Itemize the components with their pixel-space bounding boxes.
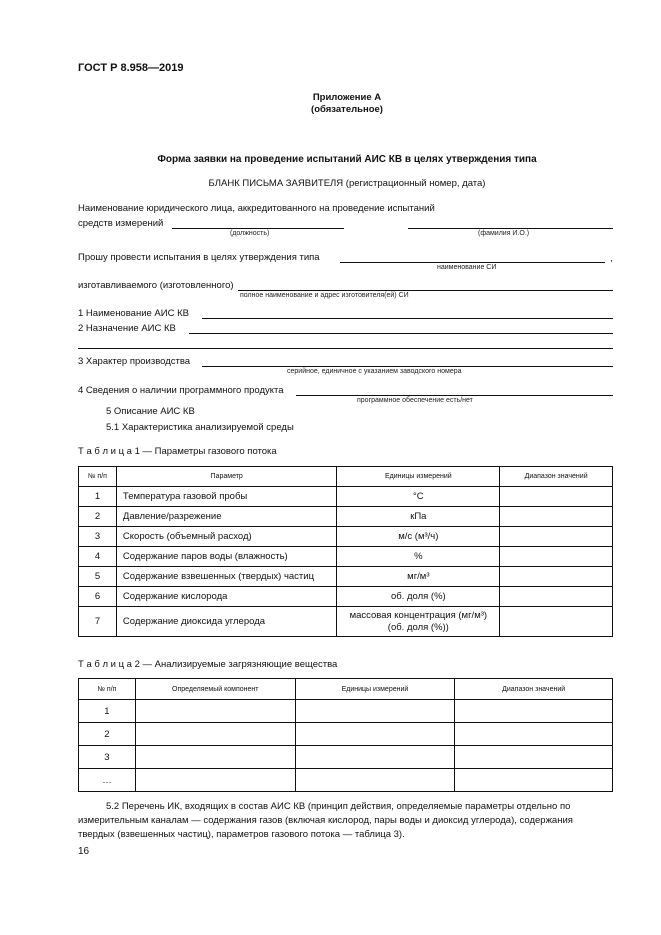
table2-header-unit: Единицы измерений <box>295 679 455 700</box>
row-parameter: Содержание диоксида углерода <box>116 607 337 637</box>
item3-label: 3 Характер производства <box>78 356 191 367</box>
table1-header-number: № п/п <box>79 467 117 487</box>
row-unit: мг/м³ <box>337 567 500 587</box>
row-number: 6 <box>79 587 117 607</box>
row-unit-line1: массовая концентрация (мг/м³) <box>349 609 488 621</box>
row-unit <box>337 607 500 637</box>
item2-underline[interactable] <box>189 333 613 334</box>
row-number: 7 <box>79 607 117 637</box>
row-number: 2 <box>79 507 117 527</box>
row-number: … <box>79 769 136 792</box>
si-name-underline[interactable] <box>340 262 605 263</box>
paragraph-52-line2: измерительным каналам — содержания газов (включая кислород, пары воды и диоксид углерода), содержания <box>78 815 573 826</box>
table1-header-unit: Единицы измерений <box>337 467 500 487</box>
row-parameter: Скорость (объемный расход) <box>116 527 337 547</box>
table-row <box>79 700 613 723</box>
page-number: 16 <box>78 846 90 857</box>
range-cell[interactable] <box>455 700 613 723</box>
item2-underline-2[interactable] <box>78 348 613 349</box>
manufacturer-caption: полное наименование и адрес изготовителя(ей) СИ <box>240 292 409 299</box>
row-number: 3 <box>79 527 117 547</box>
row-parameter: Давление/разрежение <box>116 507 337 527</box>
row-number: 3 <box>79 746 136 769</box>
pollutants-table <box>78 678 613 792</box>
row-parameter: Содержание взвешенных (твердых) частиц <box>116 567 337 587</box>
blank-title: БЛАНК ПИСЬМА ЗАЯВИТЕЛЯ (регистрационный номер, дата) <box>208 178 486 189</box>
table1-header-parameter: Параметр <box>116 467 337 487</box>
row-parameter: Содержание кислорода <box>116 587 337 607</box>
position-underline[interactable] <box>172 228 344 229</box>
table2-caption <box>78 659 337 670</box>
table2-header-number: № п/п <box>79 679 136 700</box>
row-unit: % <box>337 547 500 567</box>
appendix-subtitle: (обязательное) <box>311 104 383 115</box>
row-number: 4 <box>79 547 117 567</box>
request-comma: , <box>610 253 613 264</box>
row-number: 1 <box>79 700 136 723</box>
row-number: 2 <box>79 723 136 746</box>
item1-underline[interactable] <box>202 318 613 319</box>
name-caption: (фамилия И.О.) <box>478 230 530 237</box>
table-row <box>79 587 613 607</box>
row-unit: об. доля (%) <box>337 587 500 607</box>
item51-label: 5.1 Характеристика анализируемой среды <box>106 422 294 433</box>
table2-header-row <box>79 679 613 700</box>
position-caption: (должность) <box>230 230 270 237</box>
row-range-cell[interactable] <box>500 487 613 507</box>
table1-header-range: Диапазон значений <box>500 467 613 487</box>
form-title: Форма заявки на проведение испытаний АИС КВ в целях утверждения типа <box>157 154 537 165</box>
paragraph-52-line1: 5.2 Перечень ИК, входящих в состав АИС КВ (принцип действия, определяемые параметры отдельно по <box>106 801 571 812</box>
table2-header-range: Диапазон значений <box>455 679 613 700</box>
table-row <box>79 746 613 769</box>
row-unit: кПа <box>337 507 500 527</box>
range-cell[interactable] <box>455 723 613 746</box>
row-number: 5 <box>79 567 117 587</box>
table1-caption-text: — Параметры газового потока <box>139 446 277 457</box>
item2-label: 2 Назначение АИС КВ <box>78 323 176 334</box>
row-range-cell[interactable] <box>500 587 613 607</box>
table1-caption <box>78 446 277 457</box>
component-cell[interactable] <box>135 700 295 723</box>
name-underline[interactable] <box>408 228 613 229</box>
table-row <box>79 487 613 507</box>
unit-cell[interactable] <box>295 700 455 723</box>
request-label: Прошу провести испытания в целях утверждения типа <box>78 252 320 263</box>
table-row <box>79 547 613 567</box>
document-code: ГОСТ Р 8.958—2019 <box>78 62 184 74</box>
row-range-cell[interactable] <box>500 547 613 567</box>
org-label-line2: средств измерений <box>78 218 164 229</box>
unit-cell[interactable] <box>295 769 455 792</box>
table-row <box>79 769 613 792</box>
row-parameter: Температура газовой пробы <box>116 487 337 507</box>
org-label-line1: Наименование юридического лица, аккредитованного на проведение испытаний <box>78 203 435 214</box>
table1-header-row <box>79 467 613 487</box>
item4-caption: программное обеспечение есть/нет <box>357 397 473 404</box>
table1-caption-prefix: Т а б л и ц а 1 <box>78 446 140 457</box>
item4-underline[interactable] <box>296 395 613 396</box>
table2-caption-text: — Анализируемые загрязняющие вещества <box>139 659 338 670</box>
table-row <box>79 507 613 527</box>
paragraph-52-line3: твердых (взвешенных частиц), параметров газового потока — таблица 3). <box>78 829 405 840</box>
item3-caption: серийное, единичное с указанием заводского номера <box>287 368 462 375</box>
table2-header-component: Определяемый компонент <box>135 679 295 700</box>
row-parameter: Содержание паров воды (влажность) <box>116 547 337 567</box>
row-unit: м/с (м³/ч) <box>337 527 500 547</box>
item4-label: 4 Сведения о наличии программного продукта <box>78 385 284 396</box>
table2-caption-prefix: Т а б л и ц а 2 <box>78 659 140 670</box>
component-cell[interactable] <box>135 723 295 746</box>
row-range-cell[interactable] <box>500 527 613 547</box>
component-cell[interactable] <box>135 746 295 769</box>
item3-underline[interactable] <box>202 366 613 367</box>
unit-cell[interactable] <box>295 746 455 769</box>
row-number: 1 <box>79 487 117 507</box>
gas-flow-parameters-table <box>78 466 613 637</box>
row-unit: °C <box>337 487 500 507</box>
item5-label: 5 Описание АИС КВ <box>106 406 195 417</box>
range-cell[interactable] <box>455 769 613 792</box>
table-row <box>79 723 613 746</box>
unit-cell[interactable] <box>295 723 455 746</box>
item1-label: 1 Наименование АИС КВ <box>78 308 189 319</box>
si-name-caption: наименование СИ <box>437 264 497 271</box>
table-row <box>79 567 613 587</box>
row-range-cell[interactable] <box>500 567 613 587</box>
appendix-title: Приложение А <box>312 92 382 103</box>
row-range-cell[interactable] <box>500 507 613 527</box>
manufactured-label: изготавливаемого (изготовленного) <box>78 280 234 291</box>
row-unit-line2: (об. доля (%)) <box>387 621 449 633</box>
row-range-cell[interactable] <box>500 607 613 637</box>
component-cell[interactable] <box>135 769 295 792</box>
manufacturer-underline[interactable] <box>238 290 613 291</box>
range-cell[interactable] <box>455 746 613 769</box>
table-row <box>79 607 613 637</box>
table-row <box>79 527 613 547</box>
